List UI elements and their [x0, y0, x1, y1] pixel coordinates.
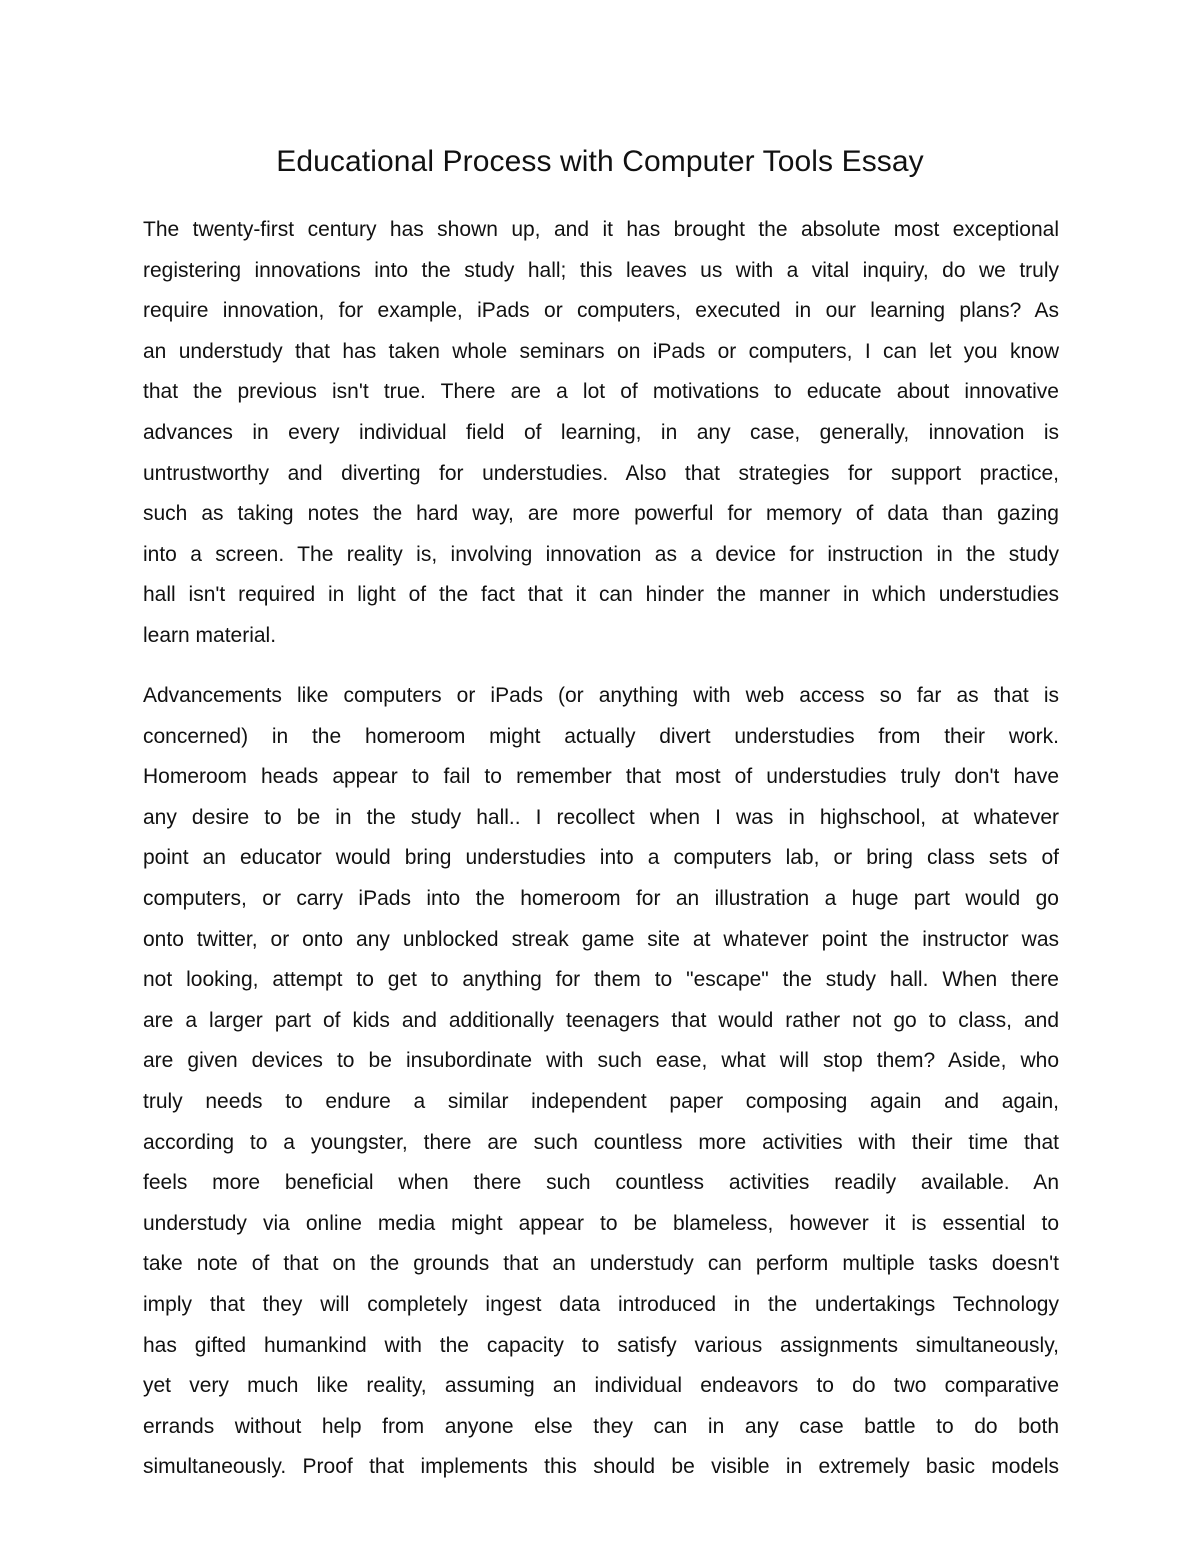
paragraph-2-line: Advancements like computers or iPads (or anything with web access so far as that is [143, 684, 1059, 707]
paragraph-1-line: advances in every individual field of learning, in any case, generally, innovation is [143, 420, 1059, 444]
paragraph-1-line: such as taking notes the hard way, are more powerful for memory of data than gazing [143, 502, 1059, 526]
paragraph-2-line: errands without help from anyone else they can in any case battle to do both [143, 1414, 1059, 1438]
paragraph-1-line: registering innovations into the study hall; this leaves us with a vital inquiry, do we truly [143, 258, 1059, 282]
paragraph-2-line: concerned) in the homeroom might actually divert understudies from their work. [143, 724, 1059, 748]
paragraph-2-line: Homeroom heads appear to fail to remember that most of understudies truly don't have [143, 765, 1059, 789]
paragraph-1-line: require innovation, for example, iPads or computers, executed in our learning plans? As [143, 299, 1059, 323]
paragraph-2-line: according to a youngster, there are such countless more activities with their time that [143, 1130, 1059, 1154]
paragraph-2 [143, 676, 1059, 1488]
paragraph-2-line: imply that they will completely ingest data introduced in the undertakings Technology [143, 1292, 1059, 1316]
document-title: Educational Process with Computer Tools Essay [276, 145, 924, 178]
paragraph-2-line: yet very much like reality, assuming an individual endeavors to do two comparative [143, 1374, 1059, 1398]
paragraph-2-line: truly needs to endure a similar independent paper composing again and again, [143, 1089, 1059, 1113]
paragraph-1-line: untrustworthy and diverting for understudies. Also that strategies for support practice, [143, 461, 1059, 485]
paragraph-2-line: simultaneously. Proof that implements this should be visible in extremely basic models [143, 1455, 1059, 1479]
paragraph-2-line: understudy via online media might appear to be blameless, however it is essential to [143, 1211, 1059, 1235]
paragraph-2-line: point an educator would bring understudies into a computers lab, or bring class sets of [143, 846, 1059, 870]
paragraph-2-line: take note of that on the grounds that an understudy can perform multiple tasks doesn't [143, 1252, 1059, 1276]
paragraph-1-line: The twenty-first century has shown up, and it has brought the absolute most exceptional [143, 218, 1059, 241]
paragraph-2-line: any desire to be in the study hall.. I recollect when I was in highschool, at whatever [143, 805, 1059, 829]
paragraph-2-line: computers, or carry iPads into the homeroom for an illustration a huge part would go [143, 886, 1059, 910]
paragraph-2-line: onto twitter, or onto any unblocked streak game site at whatever point the instructor was [143, 927, 1059, 951]
paragraph-2-line: feels more beneficial when there such countless activities readily available. An [143, 1171, 1059, 1195]
paragraph-1-line: into a screen. The reality is, involving innovation as a device for instruction in the study [143, 542, 1059, 566]
paragraph-1-line: learn material. [143, 623, 277, 647]
paragraph-2-line: has gifted humankind with the capacity to satisfy various assignments simultaneously, [143, 1333, 1059, 1357]
paragraph-2-line: are a larger part of kids and additionally teenagers that would rather not go to class, and [143, 1008, 1059, 1032]
paragraph-1-line: an understudy that has taken whole seminars on iPads or computers, I can let you know [143, 339, 1059, 363]
paragraph-1-line: hall isn't required in light of the fact that it can hinder the manner in which understudies [143, 583, 1059, 607]
paragraph-1-line: that the previous isn't true. There are a lot of motivations to educate about innovative [143, 380, 1059, 404]
paragraph-1 [143, 210, 1059, 657]
paragraph-2-line: not looking, attempt to get to anything for them to "escape" the study hall. When there [143, 968, 1059, 992]
paragraph-2-line: are given devices to be insubordinate with such ease, what will stop them? Aside, who [143, 1049, 1059, 1073]
